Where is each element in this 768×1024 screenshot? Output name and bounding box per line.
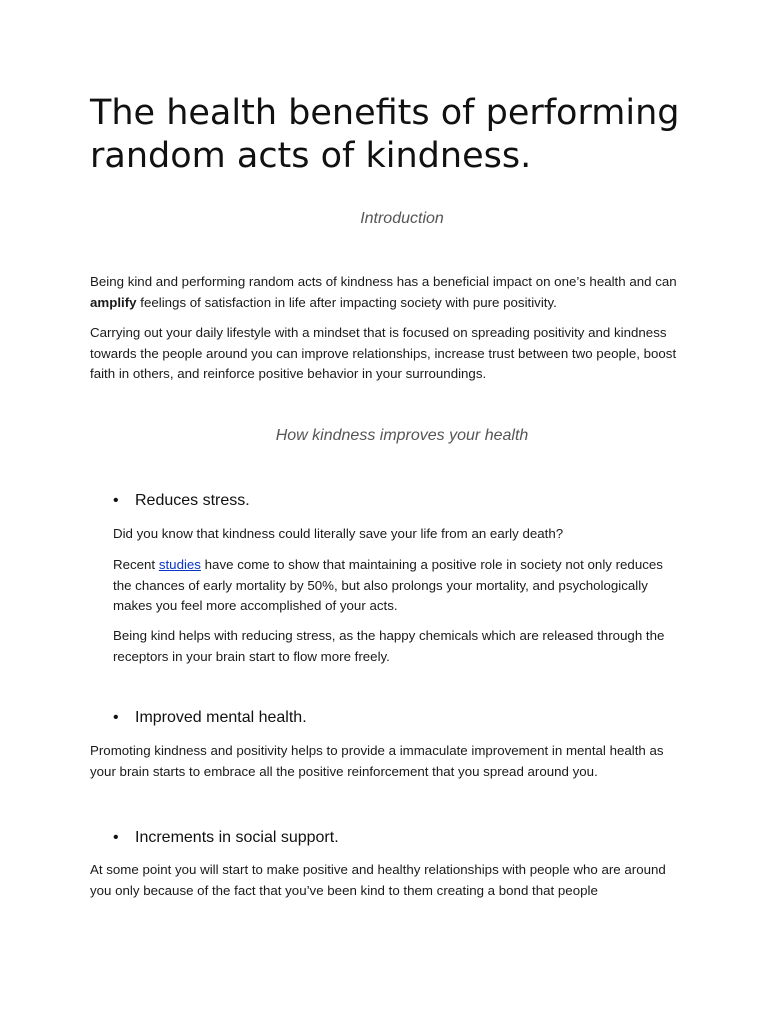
bullet-label: Increments in social support. bbox=[135, 829, 339, 846]
social-support-paragraph: At some point you will start to make positive and healthy relationships with people who are around you only because of the fact that you’ve been kind to them creating a bond that people bbox=[90, 862, 666, 898]
bullet-glyph: • bbox=[113, 829, 119, 846]
bullet-social-support bbox=[113, 827, 339, 849]
stress-paragraph-3: Being kind helps with reducing stress, as the happy chemicals which are released through the receptors in your brain start to flow more freely. bbox=[113, 628, 665, 664]
bullet-label: Reduces stress. bbox=[135, 492, 250, 509]
bullet-mental-health bbox=[113, 707, 307, 729]
text-run: Being kind and performing random acts of kindness has a beneficial impact on one’s health and can bbox=[90, 274, 677, 289]
mental-health-paragraph: Promoting kindness and positivity helps to provide a immaculate improvement in mental health as your brain starts to embrace all the positive reinforcement that you spread around you. bbox=[90, 743, 664, 779]
text-run: have come to show that maintaining a positive role in society not only reduces the chances of early mortality by 50%, but also prolongs your mortality, and psychologically makes you feel more accomplished of your acts. bbox=[113, 557, 663, 613]
bullet-reduces-stress bbox=[113, 490, 250, 512]
bullet-glyph: • bbox=[113, 492, 119, 509]
bullet-label: Improved mental health. bbox=[135, 709, 307, 726]
stress-paragraph-2 bbox=[113, 555, 673, 617]
intro-heading: Introduction bbox=[360, 210, 444, 227]
bold-text: amplify bbox=[90, 294, 137, 310]
health-heading: How kindness improves your health bbox=[275, 427, 529, 444]
intro-paragraph-1 bbox=[90, 272, 690, 313]
stress-paragraph-1: Did you know that kindness could literally save your life from an early death? bbox=[113, 526, 564, 541]
intro-paragraph-2: Carrying out your daily lifestyle with a mindset that is focused on spreading positivity and kindness towards the people around you can improve relationships, increase trust between two people, boost faith in others, and reinforce positive behavior in your surroundings. bbox=[90, 325, 677, 381]
text-run: feelings of satisfaction in life after impacting society with pure positivity. bbox=[136, 294, 557, 310]
document-title: The health benefits of performing random acts of kindness. bbox=[90, 93, 680, 176]
text-run: Recent bbox=[113, 557, 159, 572]
studies-link[interactable]: studies bbox=[158, 557, 201, 572]
bullet-glyph: • bbox=[113, 709, 119, 726]
